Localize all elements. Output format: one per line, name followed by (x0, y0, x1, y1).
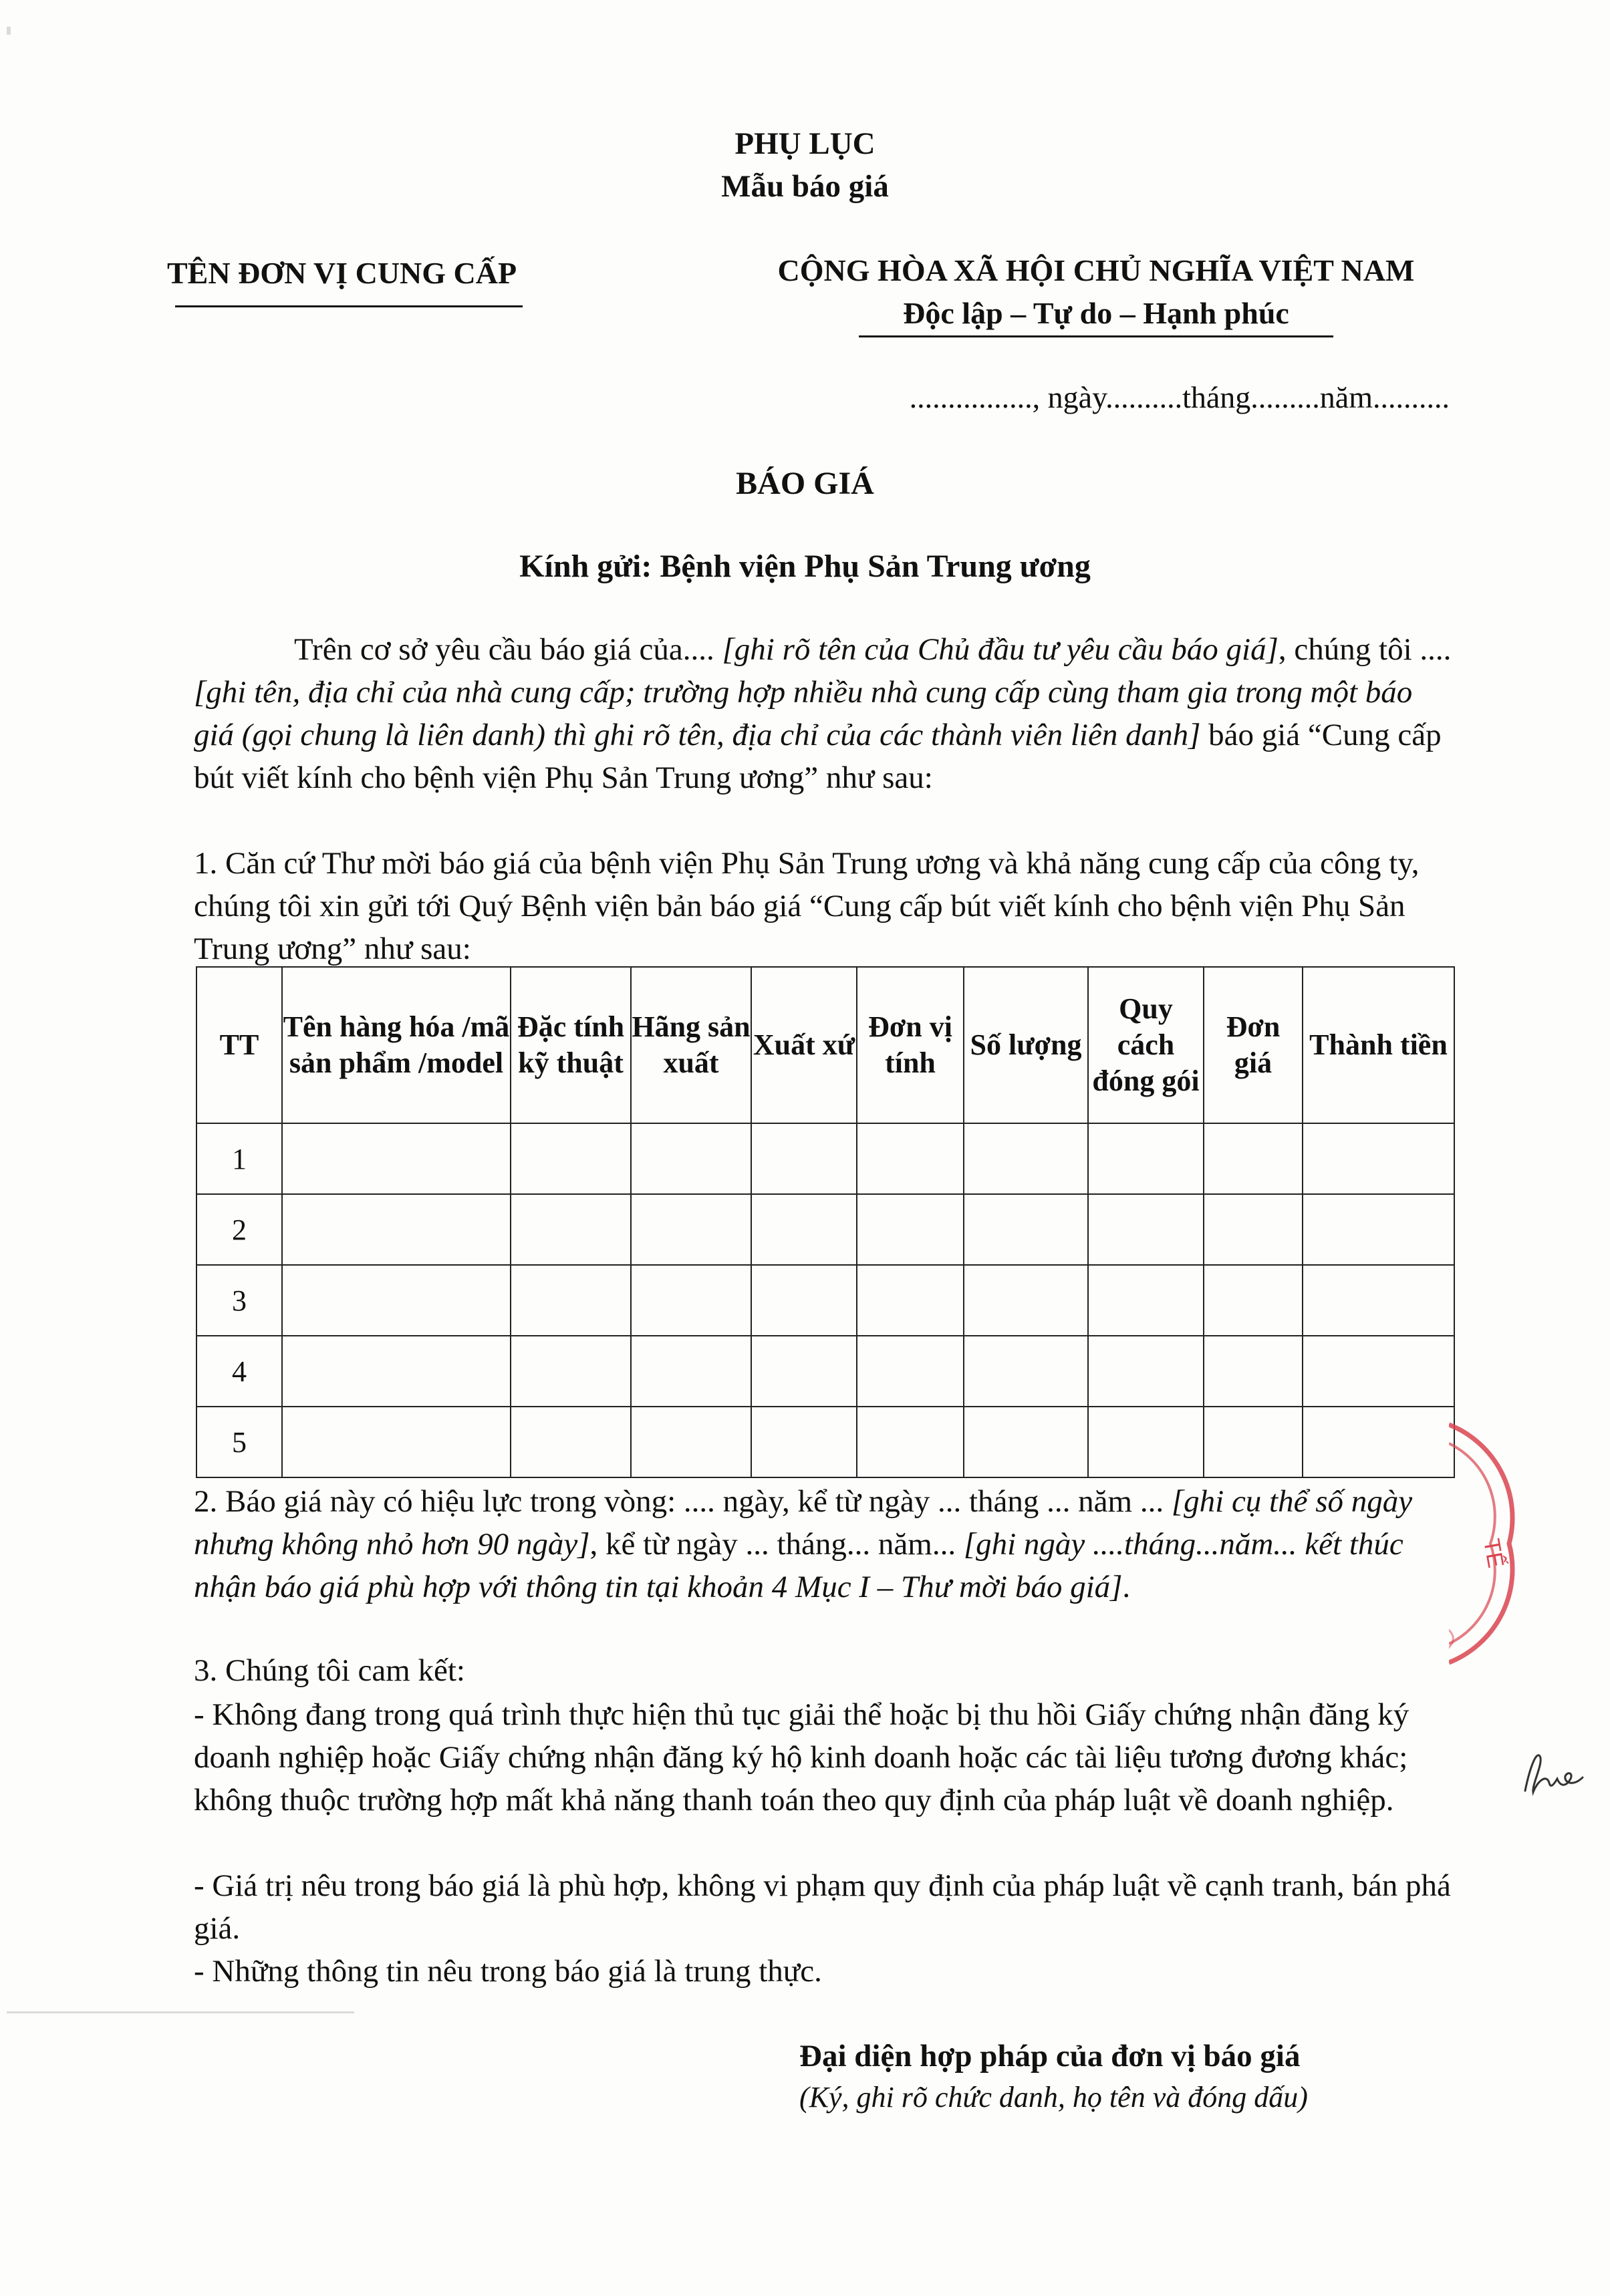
table-cell[interactable] (964, 1336, 1088, 1407)
table-cell[interactable] (282, 1407, 511, 1477)
table-cell[interactable] (857, 1265, 964, 1336)
table-cell[interactable] (857, 1194, 964, 1265)
table-cell[interactable] (511, 1123, 631, 1194)
date-line: ................, ngày..........tháng.........năm.......... (909, 380, 1450, 414)
header-quantity: Số lượng (964, 967, 1088, 1123)
header-unit-price: Đơn giá (1204, 967, 1303, 1123)
table-cell[interactable] (751, 1336, 857, 1407)
table-cell[interactable] (1303, 1123, 1454, 1194)
recipient-line: Kính gửi: Bệnh viện Phụ Sản Trung ương (519, 549, 1091, 584)
table-cell[interactable] (1303, 1194, 1454, 1265)
item-2-text-2: , kể từ ngày ... tháng... năm... (589, 1527, 964, 1562)
row-number: 2 (196, 1194, 282, 1265)
table-cell[interactable] (1204, 1407, 1303, 1477)
header-origin: Xuất xứ (751, 967, 857, 1123)
table-cell[interactable] (964, 1194, 1088, 1265)
table-header-row (196, 967, 1454, 1123)
table-cell[interactable] (1303, 1265, 1454, 1336)
signature-instruction: (Ký, ghi rõ chức danh, họ tên và đóng dấu) (799, 2081, 1308, 2114)
appendix-title: PHỤ LỤC (734, 126, 876, 161)
table-cell[interactable] (631, 1407, 751, 1477)
row-number: 3 (196, 1265, 282, 1336)
table-row (196, 1194, 1454, 1265)
table-cell[interactable] (1088, 1194, 1204, 1265)
intro-text-3: báo giá “Cung cấp bút viết kính cho bệnh viện Phụ Sản Trung ương” như sau: (194, 718, 1442, 795)
header-tt: TT (196, 967, 282, 1123)
table-cell[interactable] (751, 1194, 857, 1265)
table-cell[interactable] (751, 1407, 857, 1477)
row-number: 4 (196, 1336, 282, 1407)
table-cell[interactable] (964, 1123, 1088, 1194)
partial-stamp-icon (1449, 1417, 1610, 1671)
table-cell[interactable] (1303, 1336, 1454, 1407)
table-row (196, 1407, 1454, 1477)
table-cell[interactable] (511, 1265, 631, 1336)
commitment-item: - Những thông tin nêu trong báo giá là trung thực. (194, 1954, 822, 1989)
table-cell[interactable] (282, 1194, 511, 1265)
motto-underline (859, 335, 1333, 337)
svg-text:TẾ: TẾ (1478, 1536, 1509, 1570)
header-unit: Đơn vị tính (857, 967, 964, 1123)
intro-text-1: Trên cơ sở yêu cầu báo giá của.... (294, 632, 722, 667)
table-cell[interactable] (1088, 1265, 1204, 1336)
table-cell[interactable] (964, 1265, 1088, 1336)
table-cell[interactable] (631, 1123, 751, 1194)
table-cell[interactable] (282, 1123, 511, 1194)
quotation-table (196, 966, 1455, 1478)
table-row (196, 1336, 1454, 1407)
table-cell[interactable] (857, 1123, 964, 1194)
header-manufacturer: Hãng sản xuất (631, 967, 751, 1123)
table-cell[interactable] (1204, 1336, 1303, 1407)
intro-italic-2: [ghi tên, địa chỉ của nhà cung cấp; trường hợp nhiều nhà cung cấp cùng tham gia trong một báo giá (gọi chung là liên danh) thì ghi rõ tên, địa chỉ của các thành viên liên danh] (194, 675, 1413, 752)
signer-title: Đại diện hợp pháp của đơn vị báo giá (799, 2039, 1301, 2073)
item-2-paragraph (194, 1480, 1457, 1608)
header-amount: Thành tiền (1303, 967, 1454, 1123)
header-product-name: Tên hàng hóa /mã sản phẩm /model (282, 967, 511, 1123)
table-cell[interactable] (1088, 1123, 1204, 1194)
table-cell[interactable] (282, 1336, 511, 1407)
table-cell[interactable] (1303, 1407, 1454, 1477)
table-cell[interactable] (857, 1407, 964, 1477)
intro-italic-1: [ghi rõ tên của Chủ đầu tư yêu cầu báo giá] (722, 632, 1279, 667)
appendix-subtitle: Mẫu báo giá (721, 169, 889, 204)
table-cell[interactable] (751, 1123, 857, 1194)
intro-text-2: , chúng tôi .... (1278, 632, 1452, 667)
table-cell[interactable] (1204, 1265, 1303, 1336)
table-cell[interactable] (964, 1407, 1088, 1477)
handwritten-initials-icon (1517, 1744, 1591, 1804)
table-row (196, 1265, 1454, 1336)
item-3-heading: 3. Chúng tôi cam kết: (194, 1653, 465, 1688)
item-2-italic-1: [ghi cụ thể số ngày nhưng không nhỏ hơn 90 ngày] (194, 1484, 1413, 1562)
table-cell[interactable] (282, 1265, 511, 1336)
item-1-paragraph: 1. Căn cứ Thư mời báo giá của bệnh viện Phụ Sản Trung ương và khả năng cung cấp của công ty, chúng tôi xin gửi tới Quý Bệnh viện bản báo giá “Cung cấp bút viết kính cho bệnh viện Phụ Sản Trung ương” như sau: (194, 846, 1420, 966)
national-motto: Độc lập – Tự do – Hạnh phúc (903, 296, 1289, 330)
national-title: CỘNG HÒA XÃ HỘI CHỦ NGHĨA VIỆT NAM (777, 253, 1415, 287)
table-cell[interactable] (1088, 1407, 1204, 1477)
table-cell[interactable] (631, 1336, 751, 1407)
table-cell[interactable] (1204, 1123, 1303, 1194)
supplier-underline (175, 305, 523, 307)
document-title: BÁO GIÁ (736, 466, 874, 501)
scan-artifact (7, 2011, 354, 2013)
table-cell[interactable] (751, 1265, 857, 1336)
table-row (196, 1123, 1454, 1194)
table-cell[interactable] (631, 1265, 751, 1336)
table-cell[interactable] (857, 1336, 964, 1407)
item-2-text-3: . (1122, 1570, 1131, 1604)
table-cell[interactable] (511, 1336, 631, 1407)
table-cell[interactable] (631, 1194, 751, 1265)
commitment-item: - Không đang trong quá trình thực hiện thủ tục giải thể hoặc bị thu hồi Giấy chứng nhận đăng ký doanh nghiệp hoặc Giấy chứng nhận đăng ký hộ kinh doanh hoặc các tài liệu tương đương khác; không thuộc trường hợp mất khả năng thanh toán theo quy định của pháp luật về doanh nghiệp. (194, 1697, 1410, 1818)
table-cell[interactable] (511, 1407, 631, 1477)
supplier-unit-heading: TÊN ĐƠN VỊ CUNG CẤP (167, 256, 517, 290)
table-cell[interactable] (511, 1194, 631, 1265)
table-cell[interactable] (1088, 1336, 1204, 1407)
item-2-text-1: 2. Báo giá này có hiệu lực trong vòng: .... ngày, kể từ ngày ... tháng ... năm ... (194, 1484, 1172, 1519)
row-number: 5 (196, 1407, 282, 1477)
header-technical-spec: Đặc tính kỹ thuật (511, 967, 631, 1123)
header-packing: Quy cách đóng gói (1088, 967, 1204, 1123)
table-cell[interactable] (1204, 1194, 1303, 1265)
commitment-item: - Giá trị nêu trong báo giá là phù hợp, không vi phạm quy định của pháp luật về cạnh tranh, bán phá giá. (194, 1868, 1451, 1946)
intro-paragraph (194, 628, 1457, 799)
row-number: 1 (196, 1123, 282, 1194)
item-2-italic-2: [ghi ngày ....tháng...năm... kết thúc nhận báo giá phù hợp với thông tin tại khoản 4 Mục I – Thư mời báo giá] (194, 1527, 1403, 1604)
scan-artifact (7, 27, 11, 35)
